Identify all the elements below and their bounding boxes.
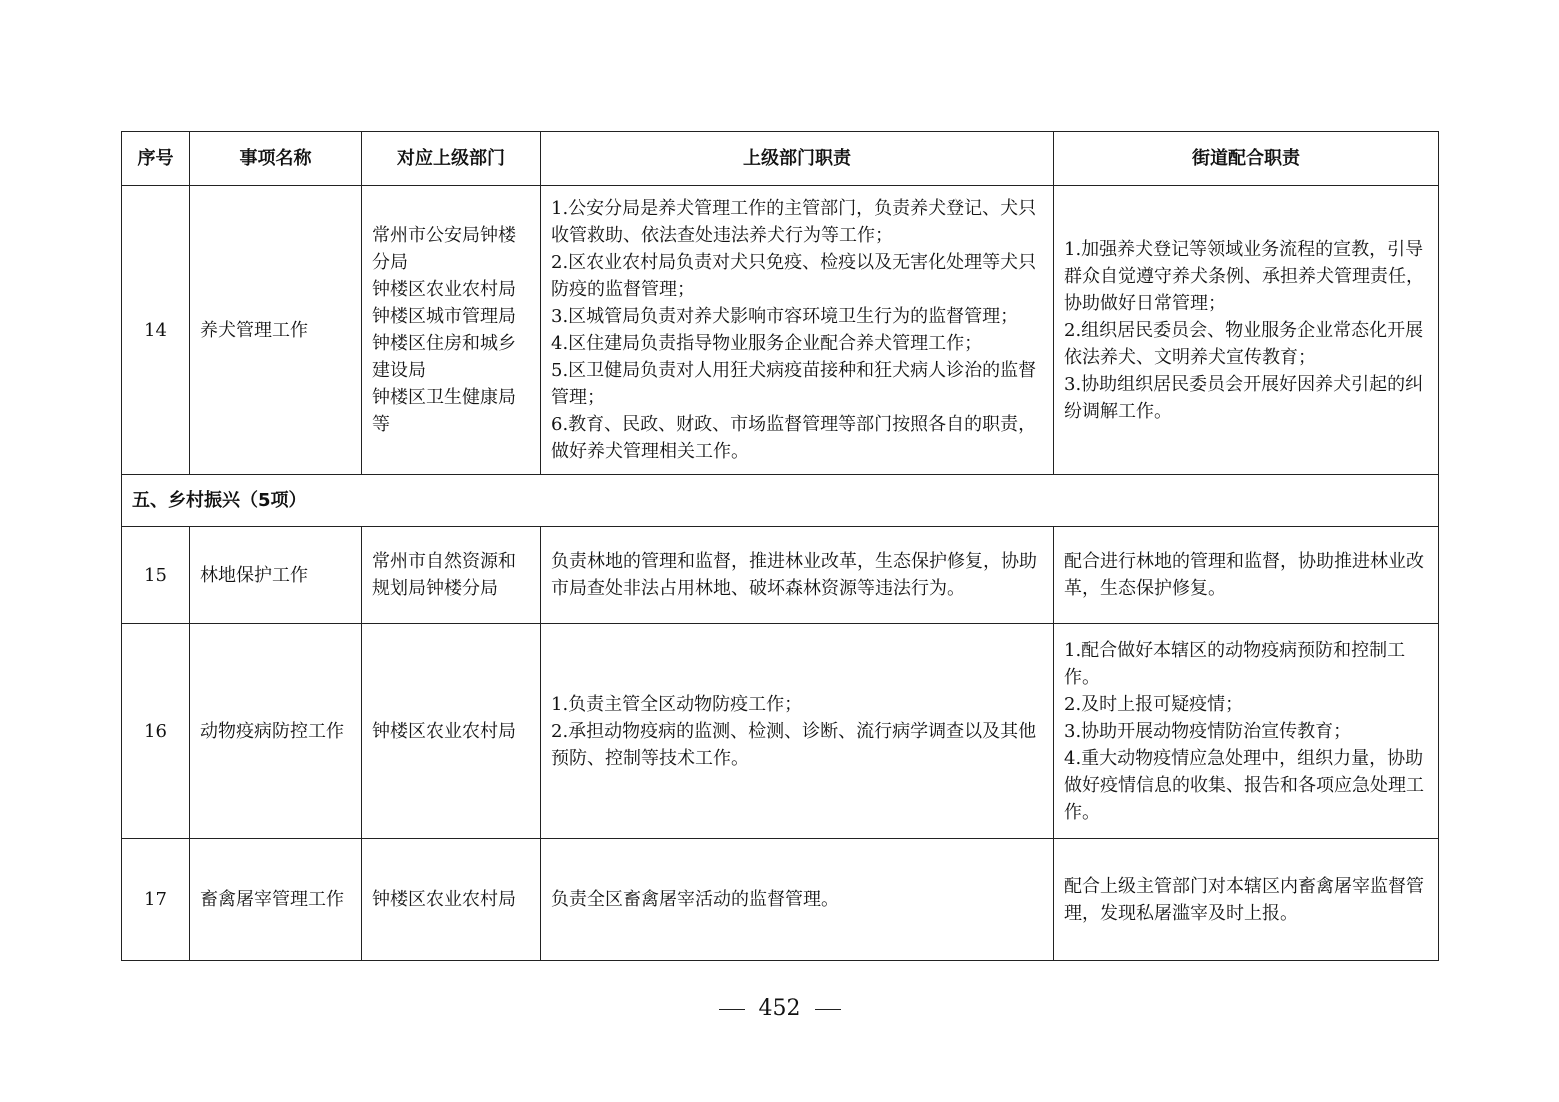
- street-item: 1.加强养犬登记等领域业务流程的宣教，引导群众自觉遵守养犬条例、承担养犬管理责任，协助做好日常管理；: [1064, 238, 1424, 314]
- street-item: 4.重大动物疫情应急处理中，组织力量，协助做好疫情信息的收集、报告和各项应急处理工作。: [1064, 747, 1424, 823]
- street-item: 2.组织居民委员会、物业服务企业常态化开展依法养犬、文明养犬宣传教育；: [1064, 319, 1424, 368]
- row-dept: [362, 624, 541, 839]
- duty-item: 1.负责主管全区动物防疫工作；: [551, 693, 803, 715]
- row-seq: 16: [122, 624, 190, 839]
- duty-item: 2.区农业农村局负责对犬只免疫、检疫以及无害化处理等犬只防疫的监督管理；: [551, 252, 1037, 300]
- row-dept: [362, 839, 541, 961]
- header-dept: 对应上级部门: [362, 132, 541, 186]
- page-number: 452: [758, 996, 801, 1021]
- duty-item: 2.承担动物疫病的监测、检测、诊断、流行病学调查以及其他预防、控制等技术工作。: [551, 720, 1037, 769]
- dept-line: 钟楼区农业农村局: [372, 889, 516, 910]
- dept-line: 钟楼区农业农村局: [372, 720, 516, 742]
- table-header-row: [122, 132, 1439, 186]
- street-item: 3.协助开展动物疫情防治宣传教育；: [1064, 720, 1352, 742]
- header-street: 街道配合职责: [1054, 132, 1439, 186]
- row-street: [1054, 839, 1439, 961]
- table-row: [122, 839, 1439, 961]
- duty-item: 1.公安分局是养犬管理工作的主管部门，负责养犬登记、犬只收管救助、依法查处违法养犬行为等工作；: [551, 198, 1037, 246]
- table-row: [122, 624, 1439, 839]
- row-duty: [541, 839, 1054, 961]
- row-seq: 17: [122, 839, 190, 961]
- table-row: [122, 527, 1439, 624]
- dept-line: 钟楼区农业农村局: [372, 279, 516, 300]
- header-duty: 上级部门职责: [541, 132, 1054, 186]
- duty-item: 4.区住建局负责指导物业服务企业配合养犬管理工作；: [551, 333, 983, 354]
- duty-item: 3.区城管局负责对养犬影响市容环境卫生行为的监督管理；: [551, 306, 1019, 327]
- duty-item: 5.区卫健局负责对人用狂犬病疫苗接种和狂犬病人诊治的监督管理；: [551, 360, 1037, 408]
- table-row: [122, 186, 1439, 475]
- row-duty: [541, 527, 1054, 624]
- dept-line: 常州市公安局钟楼分局: [372, 225, 516, 273]
- dept-line: 钟楼区住房和城乡建设局: [372, 333, 516, 381]
- responsibility-table: [121, 131, 1439, 961]
- row-seq: 14: [122, 186, 190, 475]
- dept-line: 常州市自然资源和规划局钟楼分局: [372, 551, 516, 599]
- row-name: 畜禽屠宰管理工作: [190, 839, 362, 961]
- row-dept: [362, 186, 541, 475]
- row-seq: 15: [122, 527, 190, 624]
- row-dept: [362, 527, 541, 624]
- duty-item: 负责全区畜禽屠宰活动的监督管理。: [551, 889, 839, 910]
- row-street: [1054, 527, 1439, 624]
- header-name: 事项名称: [190, 132, 362, 186]
- footer-dash-right: [815, 1009, 841, 1010]
- street-item: 3.协助组织居民委员会开展好因养犬引起的纠纷调解工作。: [1064, 373, 1424, 422]
- header-seq: 序号: [122, 132, 190, 186]
- duty-item: 6.教育、民政、财政、市场监督管理等部门按照各自的职责，做好养犬管理相关工作。: [551, 414, 1037, 462]
- row-duty: [541, 186, 1054, 475]
- row-name: 养犬管理工作: [190, 186, 362, 475]
- row-street: [1054, 186, 1439, 475]
- footer-dash-left: [719, 1009, 745, 1010]
- row-name: 林地保护工作: [190, 527, 362, 624]
- street-item: 2.及时上报可疑疫情；: [1064, 693, 1244, 715]
- street-item: 1.配合做好本辖区的动物疫病预防和控制工作。: [1064, 639, 1406, 688]
- section-title: 五、乡村振兴（5项）: [122, 475, 1439, 527]
- dept-line: 钟楼区城市管理局: [372, 306, 516, 327]
- duty-item: 负责林地的管理和监督，推进林业改革，生态保护修复，协助市局查处非法占用林地、破坏森林资源等违法行为。: [551, 551, 1037, 599]
- row-name: 动物疫病防控工作: [190, 624, 362, 839]
- row-street: [1054, 624, 1439, 839]
- dept-line: 钟楼区卫生健康局等: [372, 387, 516, 435]
- street-item: 配合上级主管部门对本辖区内畜禽屠宰监督管理，发现私屠滥宰及时上报。: [1064, 875, 1424, 924]
- street-item: 配合进行林地的管理和监督，协助推进林业改革，生态保护修复。: [1064, 551, 1424, 599]
- page-footer: [0, 996, 1559, 1021]
- row-duty: [541, 624, 1054, 839]
- section-row: [122, 475, 1439, 527]
